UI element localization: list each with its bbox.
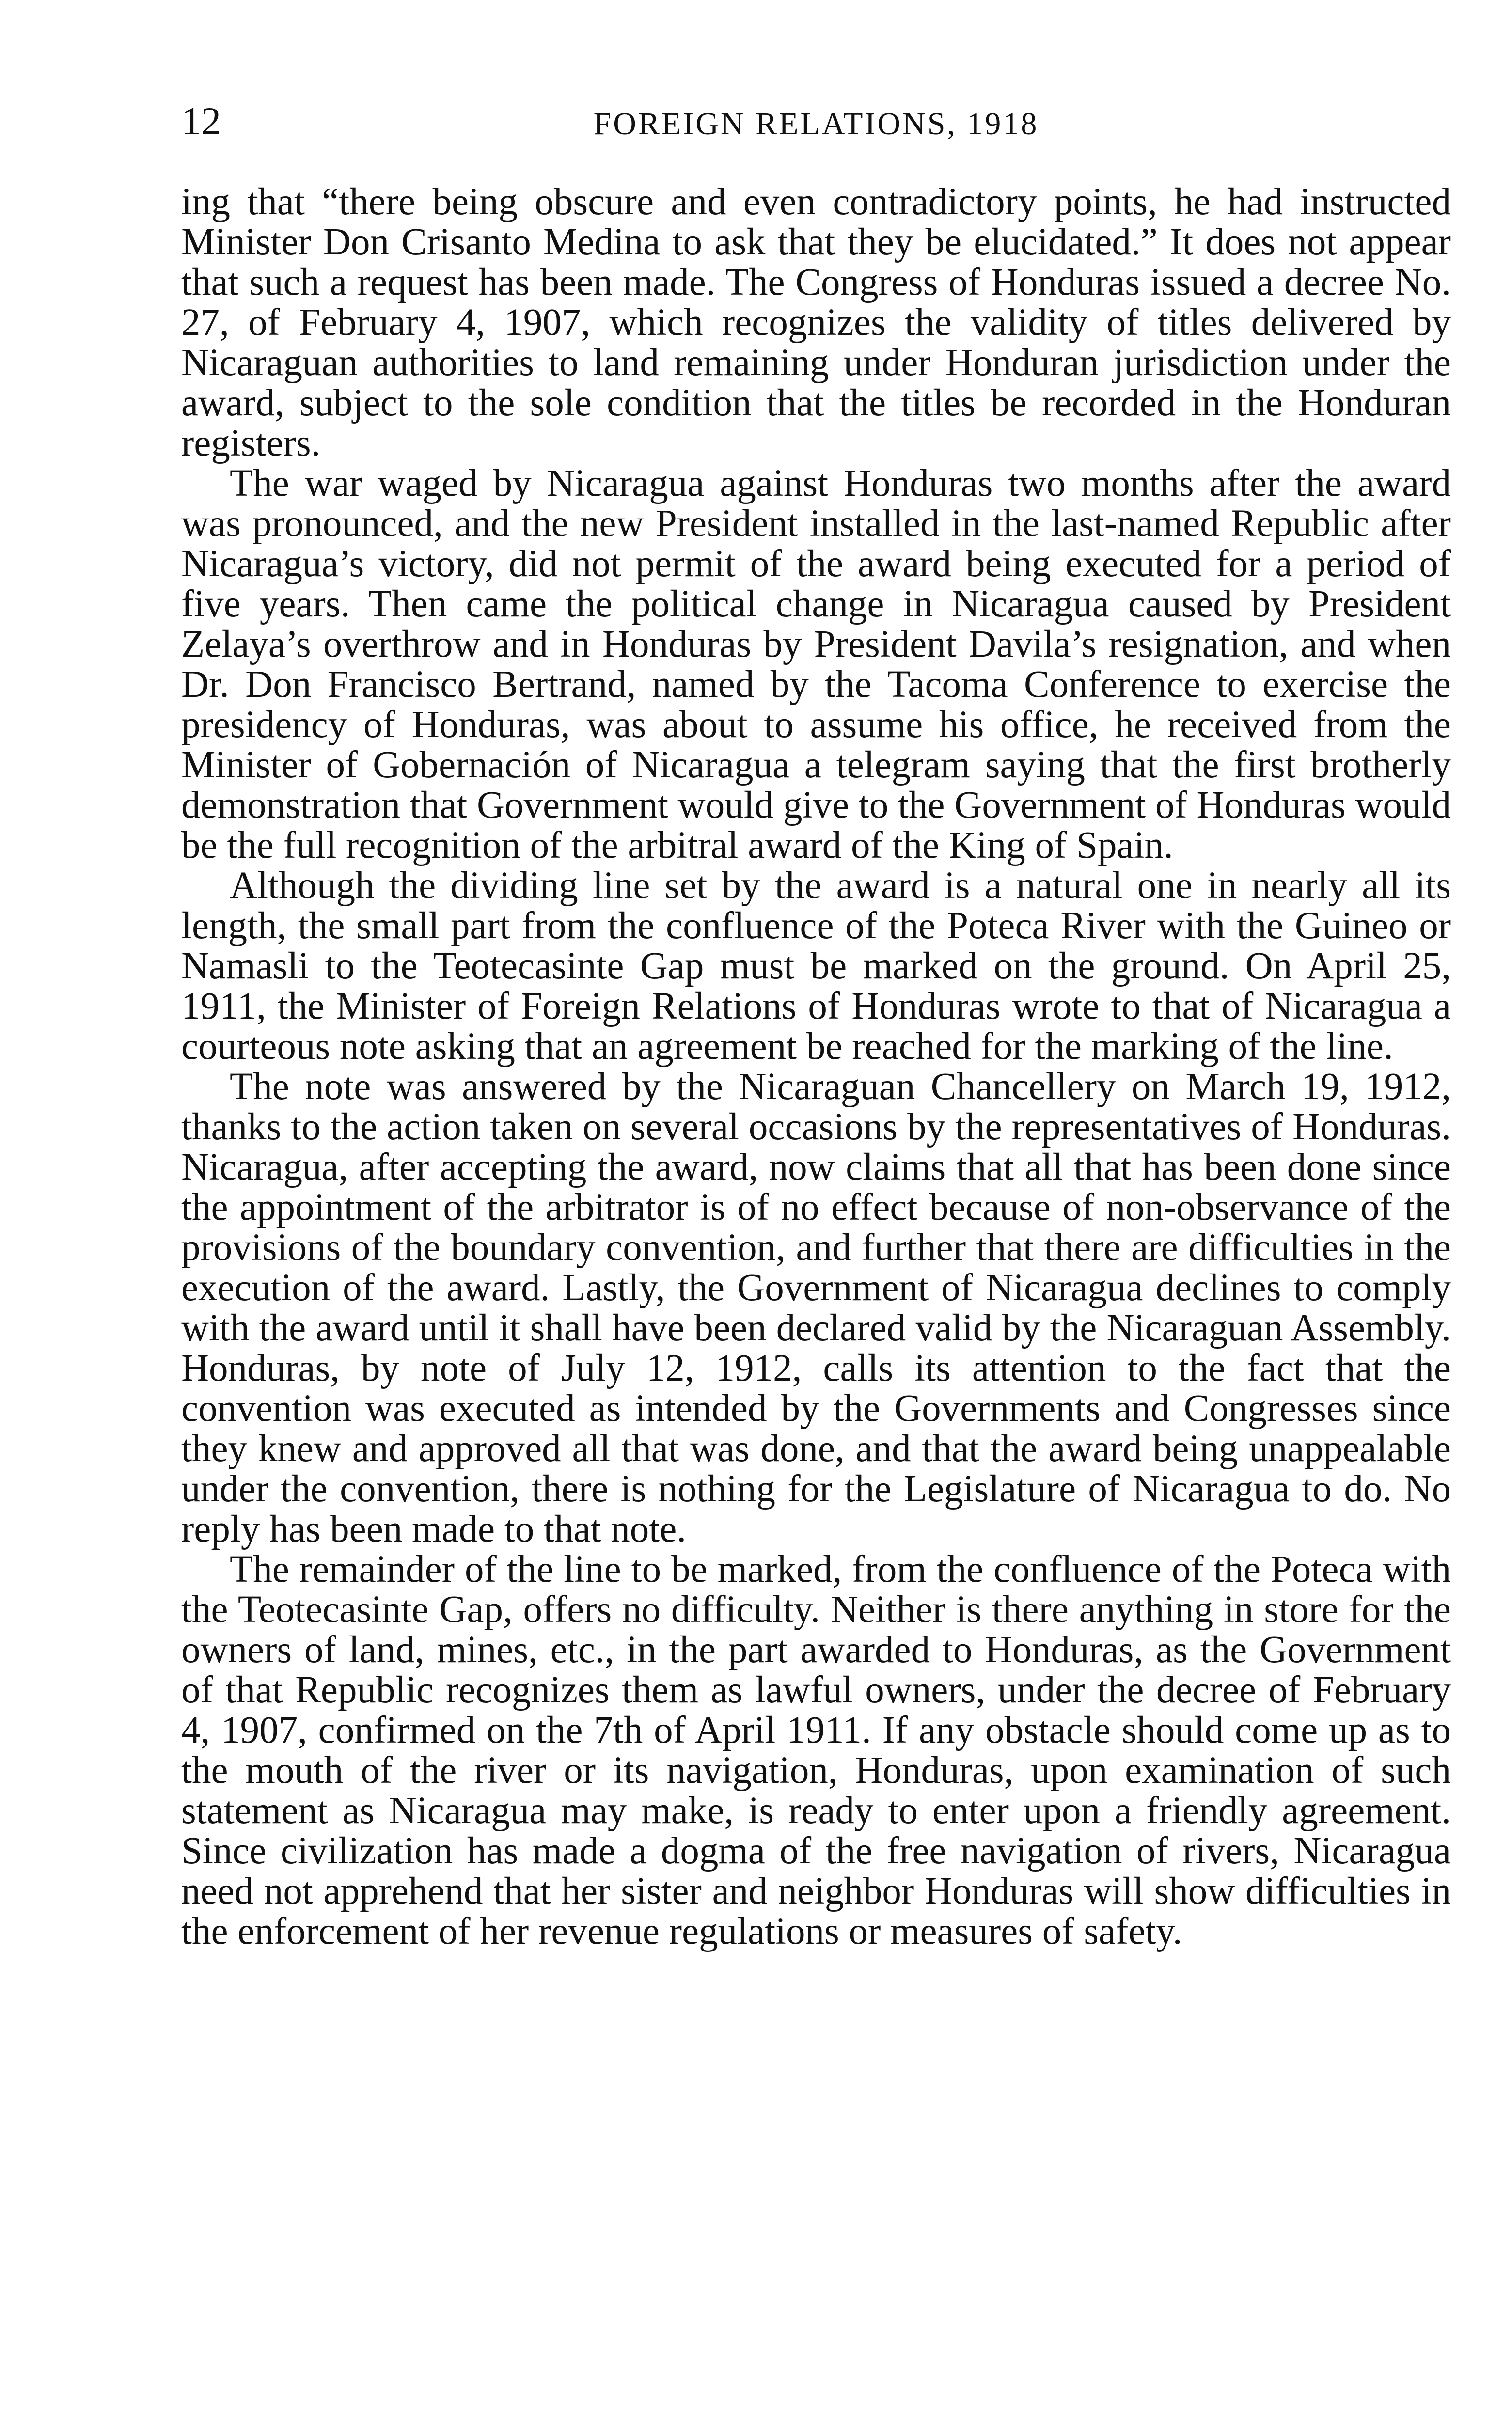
page-header [181,97,1451,155]
paragraph: The remainder of the line to be marked, from the confluence of the Poteca with the Teotecasinte Gap, offers no difficulty. Neither is there anything in store for the owners of land, mines, etc., in the part awarded to Honduras, as the Government of that Republic recognizes them as lawful owners, under the decree of February 4, 1907, confirmed on the 7th of April 1911. If any obstacle should come up as to the mouth of the river or its navigation, Honduras, upon examination of such statement as Nicaragua may make, is ready to enter upon a friendly agreement. Since civilization has made a dogma of the free navigation of rivers, Nicaragua need not apprehend that her sister and neighbor Honduras will show difficulties in the enforcement of her revenue regulations or measures of safety. [181,1548,1451,1952]
paragraph: The war waged by Nicaragua against Honduras two months after the award was pronounced, and the new President installed in the last-named Republic after Nicaragua’s victory, did not permit of the award being executed for a period of five years. Then came the political change in Nicaragua caused by President Zelaya’s overthrow and in Honduras by President Davila’s resignation, and when Dr. Don Francisco Bertrand, named by the Tacoma Conference to exercise the presidency of Honduras, was about to assume his office, he received from the Minister of Gobernación of Nicaragua a telegram saying that the first brotherly demonstration that Government would give to the Government of Honduras would be the full recognition of the arbitral award of the King of Spain. [181,462,1451,866]
body-text [181,182,1451,1951]
paragraph: Although the dividing line set by the award is a natural one in nearly all its length, the small part from the confluence of the Poteca River with the Guineo or Namasli to the Teotecasinte Gap must be marked on the ground. On April 25, 1911, the Minister of Foreign Relations of Honduras wrote to that of Nicaragua a courteous note asking that an agreement be reached for the marking of the line. [181,865,1451,1068]
paragraph: ing that “there being obscure and even contradictory points, he had instructed Minister Don Crisanto Medina to ask that they be elucidated.” It does not appear that such a request has been made. The Congress of Honduras issued a decree No. 27, of February 4, 1907, which recognizes the validity of titles delivered by Nicaraguan authorities to land remaining under Honduran jurisdiction under the award, subject to the sole condition that the titles be recorded in the Honduran registers. [181,181,1451,464]
paragraph: The note was answered by the Nicaraguan Chancellery on March 19, 1912, thanks to the action taken on several occasions by the representatives of Honduras. Nicaragua, after accepting the award, now claims that all that has been done since the appointment of the arbitrator is of no effect because of non-observance of the provisions of the boundary convention, and further that there are difficulties in the execution of the award. Lastly, the Government of Nicaragua declines to comply with the award until it shall have been declared valid by the Nicaraguan Assembly. Honduras, by note of July 12, 1912, calls its attention to the fact that the convention was executed as intended by the Governments and Congresses since they knew and approved all that was done, and that the award being unappealable under the convention, there is nothing for the Legislature of Nicaragua to do. No reply has been made to that note. [181,1066,1451,1550]
page-number: 12 [181,99,221,143]
running-title: FOREIGN RELATIONS, 1918 [593,106,1039,142]
